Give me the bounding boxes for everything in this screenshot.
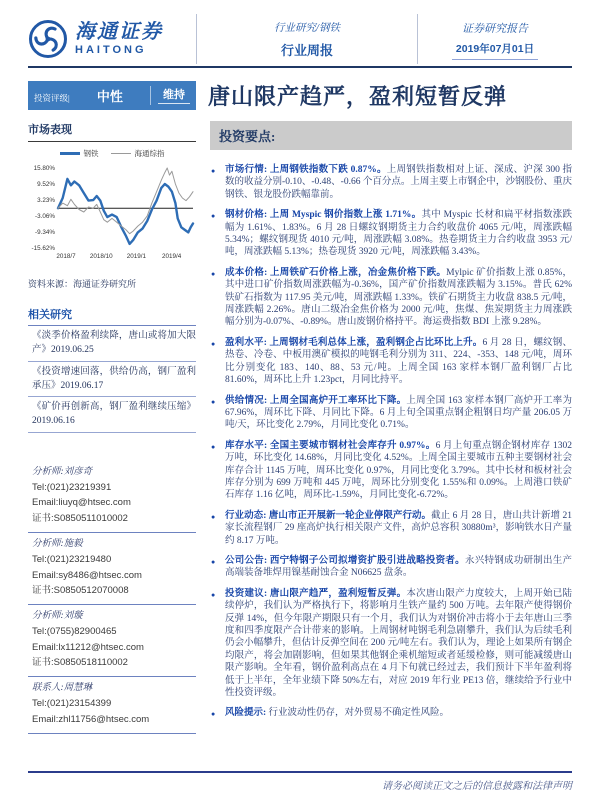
analyst-cert: 证书:S0850511010002	[32, 513, 128, 525]
bullet-icon: ●	[211, 167, 216, 175]
brand-name-en: HAITONG	[75, 44, 147, 56]
highlight-body: 本次唐山限产力度较大，上周开始已陆续停炉，我们认为严格执行下，将影响月生铁产量约 500 万吨。去年限产使得钢价反弹 14%，但今年限产期限只有一个月，我们认为对钢价冲击将小于去年唐山三季度和四季度限产合计带来的影响。上周钢材吨钢毛利急剧攀升，我们认为后续毛利仍会小幅攀升，但估计反弹空间在 200 元/吨左右。我们认为，理论上如果所有钢企均限产，将会加剧影响，但如果其他钢企乘机缩短或者延缓检修，则可能减缓唐山限产影响。全年看，钢价盈利高点在 4 月下旬就已经过去，我们预计下半年盈利将低于上半年，全年业绩下降 50%左右，对应 2019 年行业 PE13 倍，继续给予行业中性投资评级。	[225, 588, 572, 699]
analyst-cert: 证书:S0850518110002	[32, 657, 128, 669]
rating-divider	[150, 86, 151, 105]
research-item-title: 《矿价再创新高，钢厂盈利继续压缩》	[32, 402, 196, 412]
contact-email[interactable]: Email:zhl11756@htsec.com	[32, 713, 150, 725]
brand-name-cn: 海通证券	[75, 21, 163, 43]
highlight-item	[210, 395, 572, 432]
market-performance-title: 市场表现	[28, 121, 196, 142]
svg-text:2018/10: 2018/10	[89, 253, 113, 260]
highlight-lead: 行业动态: 唐山市正开展新一轮企业停限产行动。	[225, 510, 432, 521]
highlight-item	[210, 588, 572, 700]
highlight-item	[210, 555, 572, 580]
highlight-lead: 投资建议: 唐山限产趋严，盈利短暂反弹。	[225, 588, 407, 599]
rating-value: 中性	[96, 89, 123, 104]
svg-text:3.23%: 3.23%	[37, 197, 55, 205]
svg-text:-9.34%: -9.34%	[35, 229, 55, 237]
brand-text	[75, 22, 163, 56]
chart-legend	[28, 148, 196, 159]
highlight-lead: 库存水平: 全国主要城市钢材社会库存升 0.97%。	[225, 440, 436, 451]
title-row	[28, 80, 572, 111]
highlight-body: 永兴特钢成功研制出生产高端装备堆焊用镍基耐蚀合金 N06625 盘条。	[225, 555, 572, 579]
legend-item	[60, 148, 99, 159]
line-chart	[28, 160, 196, 268]
bullet-icon: ●	[211, 512, 216, 521]
svg-text:-3.06%: -3.06%	[35, 213, 55, 221]
highlight-item	[210, 164, 572, 201]
page-title: 唐山限产趋严，盈利短暂反弹	[208, 84, 508, 109]
svg-text:-15.62%: -15.62%	[31, 245, 55, 252]
header-divider	[28, 66, 572, 68]
header-center	[196, 14, 417, 64]
highlight-item	[210, 337, 572, 387]
analyst-email[interactable]: Email:sy8486@htsec.com	[32, 569, 142, 581]
svg-text:2018/7: 2018/7	[56, 253, 76, 260]
highlight-lead: 成本价格: 上周铁矿石价格上涨，冶金焦价格下跌。	[225, 267, 447, 278]
highlight-body: 行业波动性仍存，对外贸易不确定性风险。	[268, 708, 450, 719]
report-type: 行业周报	[280, 43, 333, 58]
related-research-title: 相关研究	[28, 306, 196, 326]
svg-text:9.52%: 9.52%	[37, 180, 55, 188]
analyst-block	[28, 533, 196, 605]
research-item[interactable]	[28, 326, 196, 362]
report-series: 证券研究报告	[462, 23, 528, 35]
legend-swatch	[111, 153, 131, 154]
highlight-body: 截止 6 月 28 日，唐山共计新增 21 家长流程钢厂 29 座高炉执行相关限产文件，高炉总容积 30880m³，影响铁水日产量约 8.17 万吨。	[225, 510, 572, 546]
brand	[28, 14, 196, 64]
analyst-cert: 证书:S0850512070008	[32, 585, 129, 597]
research-item-title: 《淡季价格盈利续降，唐山或将加大限产》	[32, 331, 196, 356]
highlight-lead: 市场行情: 上周钢铁指数下跌 0.87%。	[225, 165, 387, 175]
chart-source-note: 资料来源：海通证券研究所	[28, 279, 137, 289]
highlights-list	[210, 164, 572, 720]
page-footer	[28, 771, 572, 792]
footer-disclaimer: 请务必阅读正文之后的信息披露和法律声明	[382, 781, 572, 792]
analyst-list	[28, 461, 196, 734]
highlight-item	[210, 440, 572, 502]
highlight-item	[210, 267, 572, 329]
analyst-name: 分析师:刘璇	[32, 610, 83, 621]
highlight-body: Mylpic 矿价指数上涨 0.85%，其中进口矿价指数周涨跌幅为-0.36%，国产矿价指数周涨跌幅为 3.15%。普氏 62%铁矿石指数为 117.95 美元/吨，周涨跌幅 1.33%。铁矿石期货主力收盘 838.5 元/吨，周涨跌幅 2.26%。唐山二级冶金焦价格为 2000 元/吨，焦煤、焦炭期货主力周涨跌幅分别为-0.07%、-0.89%。唐山废钢价格持平。海运费指数 BDI 上涨 9.28%。	[225, 267, 572, 328]
investment-rating-bar	[28, 81, 196, 110]
rating-label: 投资评级|	[34, 93, 70, 103]
report-body	[28, 121, 572, 734]
bullet-icon: ●	[211, 212, 216, 221]
svg-text:15.80%: 15.80%	[33, 165, 55, 172]
research-item[interactable]	[28, 362, 196, 398]
contact-name: 联系人:周慧琳	[32, 683, 93, 694]
highlight-item	[210, 707, 572, 719]
svg-text:2019/1: 2019/1	[126, 253, 147, 260]
bullet-icon: ●	[211, 442, 216, 451]
rating-action: 维持	[158, 86, 190, 104]
legend-label: 钢铁	[83, 149, 99, 158]
research-item-date: 2019.06.25	[51, 345, 94, 356]
analyst-tel: Tel:(021)23219480	[32, 553, 112, 565]
analyst-name: 分析师:刘彦奇	[32, 466, 93, 477]
related-research-list	[28, 326, 196, 433]
bullet-icon: ●	[211, 397, 216, 406]
analyst-email[interactable]: Email:lx11212@htsec.com	[32, 641, 144, 653]
highlight-body: 6 月 28 日，螺纹钢、热卷、冷卷、中板用澳矿模拟的吨钢毛利分别为 311、224、-353、148 元/吨，周环比分别变化 183、140、88、53 元/吨。上周全国 163 家样本钢厂盈利钢厂占比 81.60%，周环比上升 1.23pct，月同比持平。	[225, 337, 572, 386]
highlight-item	[210, 510, 572, 547]
legend-swatch	[60, 152, 80, 155]
highlight-body: 上周钢铁指数相对上证、深成、沪深 300 指数的收益分别-0.10、-0.48、-0.66 个百分点。上周主要上市钢企中，沙钢股份、重庆钢铁、银龙股份跌幅靠前。	[225, 165, 572, 200]
highlight-body: 6 月上旬重点钢企钢材库存 1302 万吨，环比变化 14.68%，月同比变化 4.52%。上周全国主要城市五种主要钢材社会库存合计 1145 万吨，周环比变化 0.97%，月同比变化 3.79%。其中长材和板材社会库存分别为 699 万吨和 445 万吨，周环比分别变化 1.55%和 0.09%。上周港口铁矿石库存 1.16 亿吨，周环比-1.59%，月同比变化-6.72%。	[225, 440, 572, 501]
main-content	[210, 121, 572, 734]
bullet-icon: ●	[211, 710, 216, 719]
header-right	[417, 14, 572, 64]
highlight-body: 上周全国 163 家样本钢厂高炉开工率为 67.96%，周环比下降、月同比下降。6 月上旬全国重点钢企粗钢日均产量 206.05 万吨/天，环比变化 2.79%，月同比变化 0.71%。	[225, 395, 572, 431]
highlight-lead: 供给情况: 上周全国高炉开工率环比下降。	[225, 395, 407, 406]
legend-label: 海通综指	[134, 149, 165, 158]
legend-item	[111, 148, 165, 159]
highlight-body: 其中 Myspic 长材和扁平材指数涨跌幅为 1.61%、1.83%。6 月 28 日螺纹钢期货主力合约收盘价 4065 元/吨，周涨跌幅 5.34%；螺纹钢现货 4010 元/吨，周涨跌幅 3.08%。热卷期货主力合约收盘 3953 元/吨，周涨跌幅 5.13%；热卷现货 3920 元/吨，周涨跌幅 3.43%。	[225, 210, 572, 258]
bullet-icon: ●	[211, 339, 216, 348]
bullet-icon: ●	[211, 557, 216, 566]
research-item-date: 2019.06.17	[60, 380, 104, 391]
bullet-icon: ●	[211, 590, 216, 599]
investment-highlights-header: 投资要点:	[210, 121, 572, 150]
analyst-tel: Tel:(021)23219391	[32, 481, 112, 493]
market-performance-chart	[28, 148, 196, 273]
analyst-block	[28, 605, 196, 677]
highlight-lead: 钢材价格: 上周 Myspic 钢价指数上涨 1.71%。	[225, 210, 422, 221]
bullet-icon: ●	[211, 269, 216, 278]
analyst-tel: Tel:(0755)82900465	[32, 626, 117, 638]
research-item-date: 2019.06.16	[32, 416, 75, 427]
research-item[interactable]	[28, 397, 196, 433]
analyst-block	[28, 461, 196, 533]
footer-divider	[28, 771, 572, 773]
sidebar	[28, 121, 196, 734]
highlight-lead: 公司公告: 西宁特钢子公司拟增资扩股引进战略投资者。	[225, 555, 465, 566]
report-date: 2019年07月01日	[452, 41, 538, 60]
highlight-item	[210, 209, 572, 259]
svg-text:2019/4: 2019/4	[162, 253, 182, 260]
haitong-logo-icon	[28, 19, 68, 59]
research-item-title: 《投资增速回落，供给仍高，钢厂盈利承压》	[32, 366, 196, 391]
report-header	[28, 14, 572, 64]
contact-tel: Tel:(021)23154399	[32, 698, 112, 710]
highlight-lead: 盈利水平: 上周钢材毛利总体上涨，盈利钢企占比环比上升。	[225, 337, 483, 348]
report-category: 行业研究/钢铁	[274, 23, 340, 34]
contact-block	[28, 677, 196, 734]
analyst-name: 分析师:施毅	[32, 538, 83, 549]
analyst-email[interactable]: Email:liuyq@htsec.com	[32, 497, 131, 509]
highlight-lead: 风险提示:	[225, 708, 269, 719]
